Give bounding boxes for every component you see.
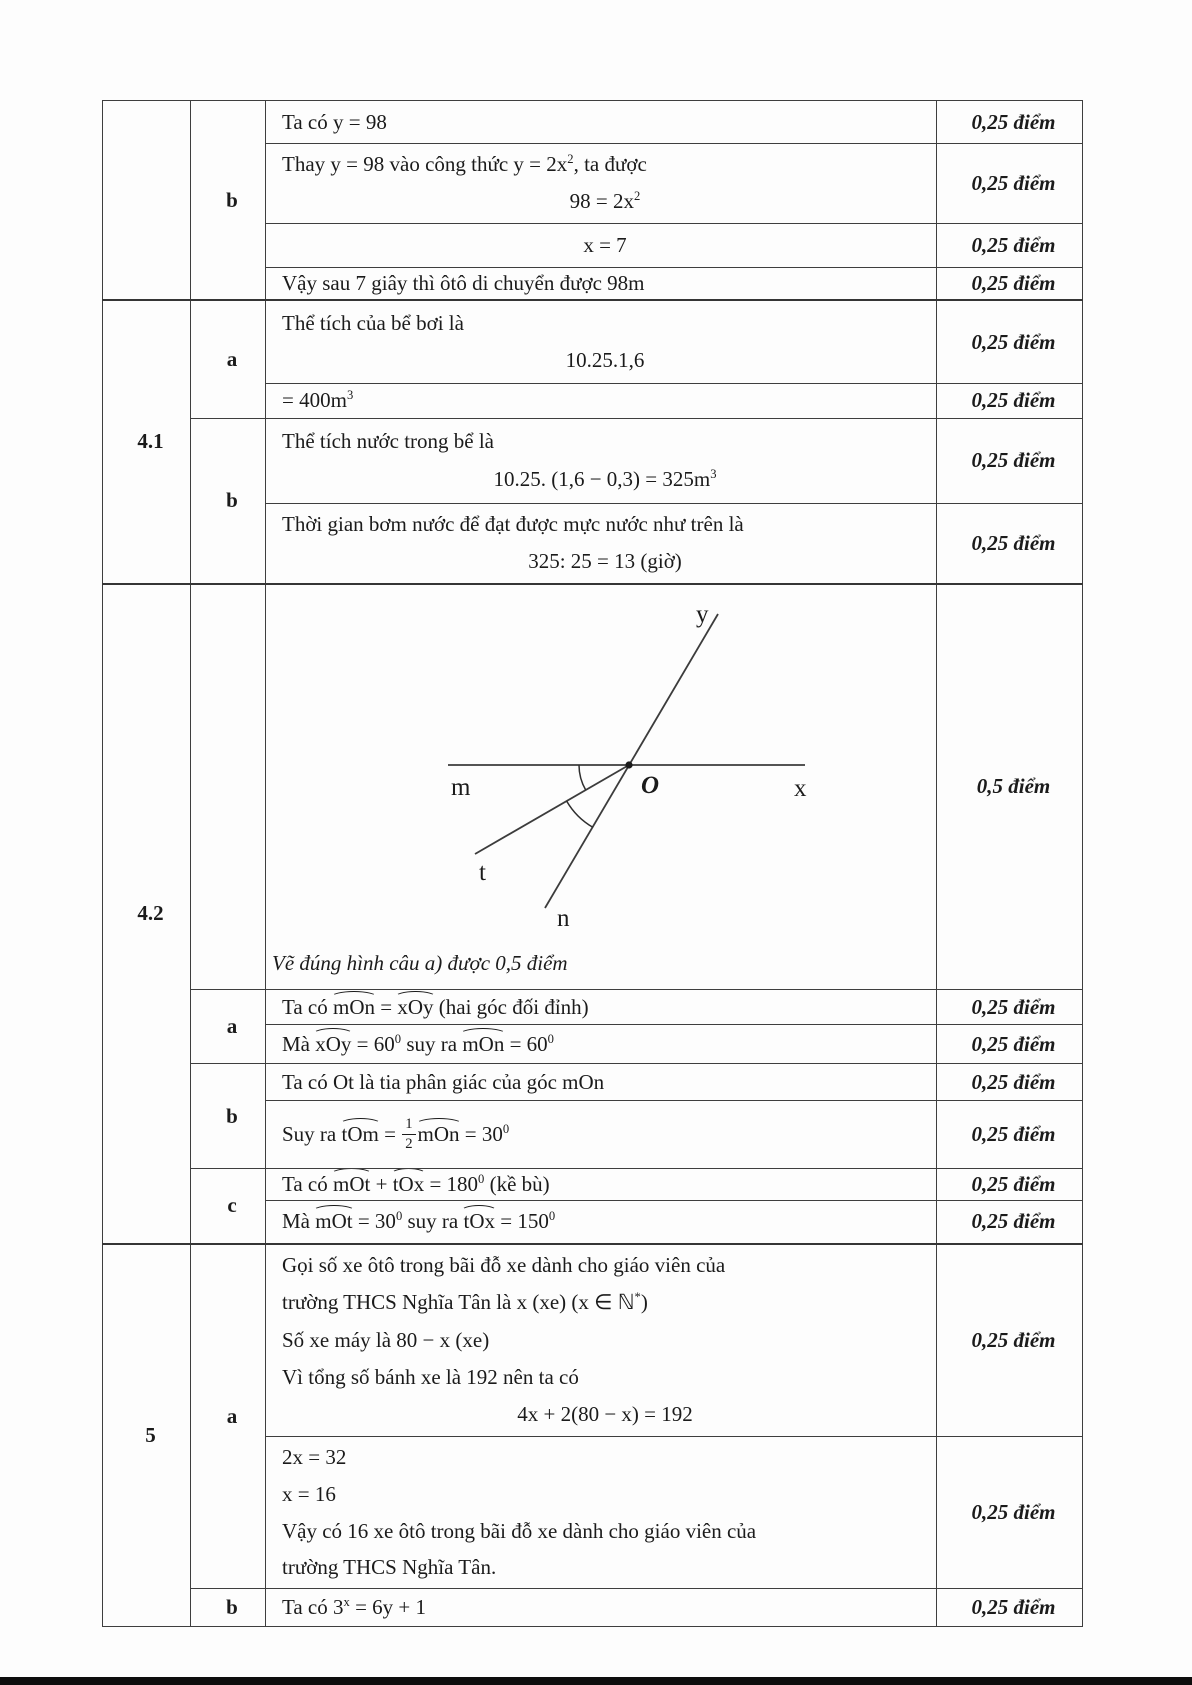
points-cell: 0,25 điểm bbox=[937, 1437, 1083, 1589]
answer-cell bbox=[266, 503, 937, 583]
question-number-cell: 5 bbox=[103, 1244, 191, 1627]
points-cell: 0,25 điểm bbox=[937, 1064, 1083, 1101]
points-cell: 0,25 điểm bbox=[937, 1589, 1083, 1627]
points-cell: 0,25 điểm bbox=[937, 1101, 1083, 1169]
answer-line: Thời gian bơm nước để đạt được mực nước như trên là bbox=[282, 511, 744, 536]
ray-label-x: x bbox=[794, 774, 807, 802]
answer-line: 10.25.1,6 bbox=[565, 348, 645, 372]
answer-line: 325: 25 = 13 (giờ) bbox=[528, 549, 682, 574]
answer-cell: Ta có Ot là tia phân giác của góc mOn bbox=[266, 1064, 937, 1101]
part-letter-cell: b bbox=[191, 101, 266, 301]
points-cell: 0,25 điểm bbox=[937, 267, 1083, 300]
angle-notation: mOt bbox=[333, 1172, 371, 1196]
question-number-cell: 4.1 bbox=[103, 300, 191, 583]
angle-arc-mOt bbox=[579, 765, 586, 790]
answer-cell bbox=[266, 1244, 937, 1437]
figure-caption: Vẽ đúng hình câu a) được 0,5 điểm bbox=[272, 950, 568, 975]
part-letter-cell: c bbox=[191, 1169, 266, 1244]
angle-notation: tOm bbox=[341, 1122, 379, 1147]
point-O-dot bbox=[625, 761, 632, 768]
points-cell: 0,25 điểm bbox=[937, 1169, 1083, 1201]
answer-line: Thể tích của bể bơi là bbox=[282, 310, 464, 335]
ray-label-n: n bbox=[557, 904, 570, 932]
part-letter-cell: a bbox=[191, 990, 266, 1064]
point-label-O: O bbox=[641, 771, 660, 799]
answer-line: x = 16 bbox=[282, 1481, 336, 1506]
ray-label-t: t bbox=[479, 858, 486, 886]
points-cell: 0,25 điểm bbox=[937, 990, 1083, 1025]
points-cell: 0,25 điểm bbox=[937, 1025, 1083, 1064]
part-letter-cell bbox=[191, 584, 266, 990]
angle-notation: xOy bbox=[315, 1031, 352, 1056]
question-number-cell: 4.2 bbox=[103, 584, 191, 1244]
answer-line: Gọi số xe ôtô trong bãi đỗ xe dành cho giáo viên của bbox=[282, 1252, 726, 1277]
part-letter-cell: b bbox=[191, 1064, 266, 1169]
angle-notation: mOt bbox=[315, 1209, 353, 1234]
geometry-diagram bbox=[270, 588, 930, 948]
points-cell: 0,25 điểm bbox=[937, 101, 1083, 144]
points-cell: 0,25 điểm bbox=[937, 383, 1083, 418]
answer-cell: Ta có $3^x = 6y + 1$ bbox=[266, 1589, 937, 1627]
angle-notation: tOx bbox=[463, 1209, 495, 1234]
points-cell: 0,25 điểm bbox=[937, 300, 1083, 383]
answer-cell bbox=[266, 300, 937, 383]
angle-notation: mOn bbox=[462, 1031, 505, 1056]
angle-notation: mOn bbox=[333, 994, 376, 1019]
points-cell: 0,5 điểm bbox=[937, 584, 1083, 990]
answer-key-table bbox=[102, 100, 1083, 1627]
answer-cell: x = 7 bbox=[266, 223, 937, 267]
angle-notation: mOn bbox=[417, 1122, 460, 1147]
geometry-figure bbox=[270, 588, 932, 986]
answer-cell: Ta có y = 98 bbox=[266, 101, 937, 144]
points-cell: 0,25 điểm bbox=[937, 223, 1083, 267]
answer-line: trường THCS Nghĩa Tân là x (xe) (x ∈ ℕ*) bbox=[282, 1290, 648, 1315]
answer-cell bbox=[266, 144, 937, 224]
points-cell: 0,25 điểm bbox=[937, 418, 1083, 503]
ray-label-m: m bbox=[451, 773, 471, 801]
answer-line: $98 = 2x^2$ bbox=[569, 189, 641, 214]
figure-cell bbox=[266, 584, 937, 990]
answer-cell bbox=[266, 1437, 937, 1589]
answer-cell: Vậy sau 7 giây thì ôtô di chuyển được 98m bbox=[266, 267, 937, 300]
answer-line: Vì tổng số bánh xe là 192 nên ta có bbox=[282, 1364, 579, 1389]
ray-o-t bbox=[475, 765, 629, 854]
part-letter-cell: a bbox=[191, 1244, 266, 1589]
angle-notation: xOy bbox=[397, 994, 434, 1019]
answer-cell: Suy ra tOm = $\frac{1}{2}$ mOn = $30^0$ bbox=[266, 1101, 937, 1169]
answer-cell bbox=[266, 418, 937, 503]
answer-cell: Mà mOt = $30^0$ suy ra tOx = $150^0$ bbox=[266, 1201, 937, 1244]
points-cell: 0,25 điểm bbox=[937, 503, 1083, 583]
photo-edge-bar bbox=[0, 1677, 1192, 1685]
points-cell: 0,25 điểm bbox=[937, 1244, 1083, 1437]
answer-cell: = $400m^3$ bbox=[266, 383, 937, 418]
part-letter-cell: b bbox=[191, 1589, 266, 1627]
answer-line: 2x = 32 bbox=[282, 1445, 347, 1469]
ray-label-y: y bbox=[696, 600, 709, 628]
fraction: $\frac{1}{2}$ bbox=[402, 1117, 415, 1151]
angle-notation: tOx bbox=[392, 1172, 425, 1196]
question-number-cell bbox=[103, 101, 191, 301]
angle-arc-tOn bbox=[567, 801, 593, 827]
points-cell: 0,25 điểm bbox=[937, 1201, 1083, 1244]
answer-line: trường THCS Nghĩa Tân. bbox=[282, 1555, 497, 1580]
answer-line: Vậy có 16 xe ôtô trong bãi đỗ xe dành cho giáo viên của bbox=[282, 1518, 757, 1543]
line-y-n bbox=[545, 614, 718, 908]
answer-cell: Ta có mOn = xOy (hai góc đối đỉnh) bbox=[266, 990, 937, 1025]
points-cell: 0,25 điểm bbox=[937, 144, 1083, 224]
answer-line: 10.25. $(1,6 - 0,3) = 325m^3$ bbox=[493, 466, 717, 491]
answer-line: 4x + 2(80 − x) = 192 bbox=[517, 1402, 693, 1427]
answer-cell: Mà xOy = $60^0$ suy ra mOn = $60^0$ bbox=[266, 1025, 937, 1064]
answer-line: Thay y = 98 vào công thức $y = 2x^2$, ta được bbox=[282, 152, 647, 176]
part-letter-cell: b bbox=[191, 418, 266, 583]
answer-cell: Ta có mOt + tOx = $180^0$ (kề bù) bbox=[266, 1169, 937, 1201]
answer-line: Thể tích nước trong bể là bbox=[282, 429, 494, 454]
part-letter-cell: a bbox=[191, 300, 266, 418]
answer-line: Số xe máy là 80 − x (xe) bbox=[282, 1327, 490, 1352]
